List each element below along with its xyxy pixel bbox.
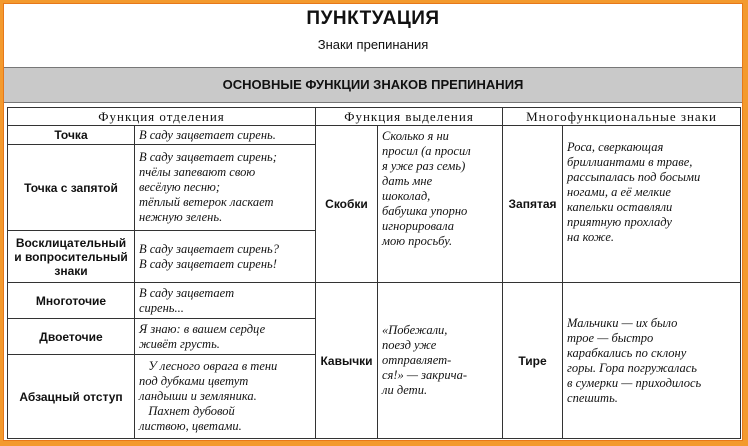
mark-name-dash: Тире xyxy=(503,283,563,439)
example-colon: Я знаю: в вашем сердце живёт грусть. xyxy=(135,319,316,355)
mark-name-paragraph-indent: Абзацный отступ xyxy=(8,355,135,439)
section-heading: ОСНОВНЫЕ ФУНКЦИИ ЗНАКОВ ПРЕПИНАНИЯ xyxy=(4,67,742,103)
column-header-separation: Функция отделения xyxy=(8,108,316,126)
example-exclamation-question: В саду зацветает сирень? В саду зацветает сирень! xyxy=(135,231,316,283)
mark-name-brackets: Скобки xyxy=(316,126,378,283)
column-header-multi: Многофункциональные знаки xyxy=(503,108,741,126)
infographic-card xyxy=(3,3,743,441)
example-dash: Мальчики — их было трое — быстро карабкались по склону горы. Гора погружалась в сумерки — приходилось спешить. xyxy=(563,283,741,439)
example-paragraph-indent: У лесного оврага в тени под дубками цветут ландыши и земляника. Пахнет дубовой листвою, цветами. xyxy=(135,355,316,439)
mark-name-ellipsis: Многоточие xyxy=(8,283,135,319)
column-header-row xyxy=(8,108,741,126)
mark-name-semicolon: Точка с запятой xyxy=(8,145,135,231)
example-comma: Роса, сверкающая бриллиантами в траве, рассыпалась под босыми ногами, а её мелкие капельки оставляли приятную прохладу на коже. xyxy=(563,126,741,283)
table-row xyxy=(8,283,741,319)
page-title: ПУНКТУАЦИЯ xyxy=(306,8,440,29)
example-semicolon: В саду зацветает сирень; пчёлы запевают свою весёлую песню; тёплый ветерок ласкает нежную зелень. xyxy=(135,145,316,231)
example-period: В саду зацветает сирень. xyxy=(135,126,316,145)
column-header-emphasis: Функция выделения xyxy=(316,108,503,126)
mark-name-colon: Двоеточие xyxy=(8,319,135,355)
example-quotes: «Побежали, поезд уже отправляет- ся!» — закрича- ли дети. xyxy=(378,283,503,439)
example-brackets: Сколько я ни просил (а просил я уже раз семь) дать мне шоколад, бабушка упорно игнорировала мою просьбу. xyxy=(378,126,503,283)
mark-name-period: Точка xyxy=(8,126,135,145)
punctuation-table xyxy=(7,107,741,439)
example-ellipsis: В саду зацветает сирень... xyxy=(135,283,316,319)
table-row xyxy=(8,126,741,145)
mark-name-quotes: Кавычки xyxy=(316,283,378,439)
mark-name-comma: Запятая xyxy=(503,126,563,283)
mark-name-exclamation-question: Восклицательный и вопросительный знаки xyxy=(8,231,135,283)
page-subtitle: Знаки препинания xyxy=(317,37,429,52)
